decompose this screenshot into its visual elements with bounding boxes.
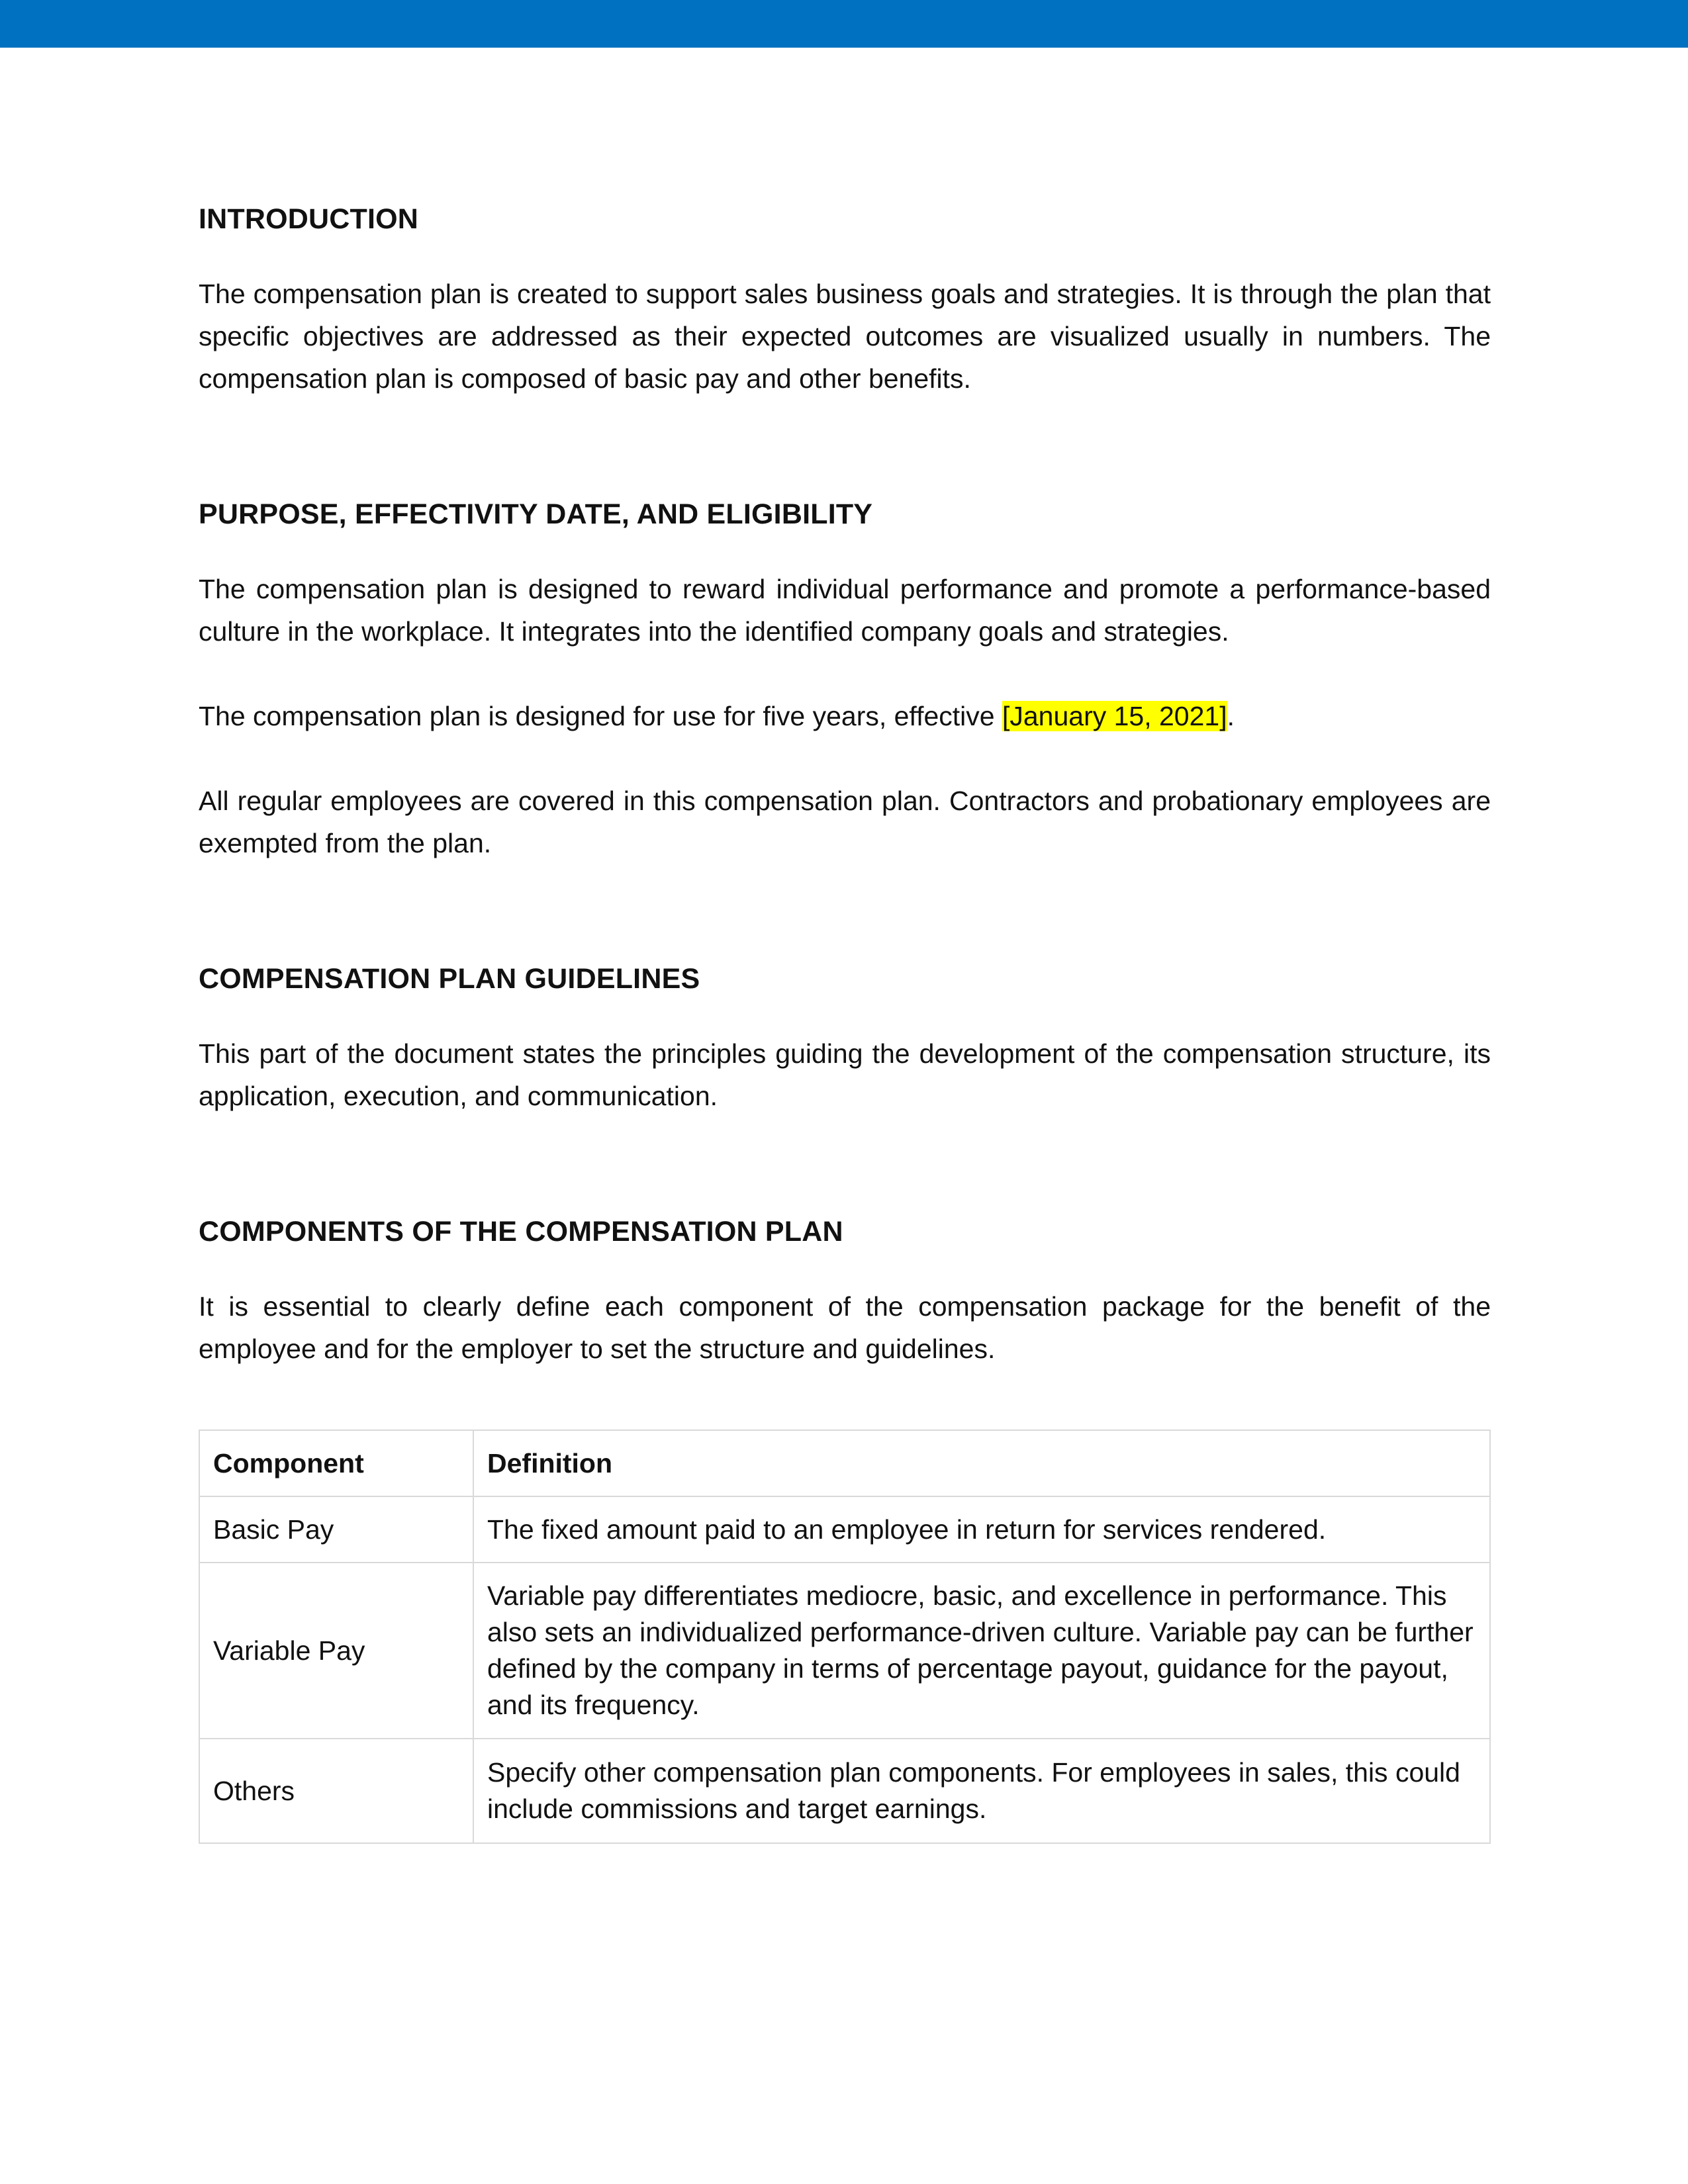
guidelines-heading: COMPENSATION PLAN GUIDELINES (199, 963, 700, 995)
table-row (199, 1496, 1490, 1563)
table-header-component: Component (199, 1430, 473, 1496)
components-table (199, 1430, 1491, 1844)
table-cell-definition: Variable pay differentiates mediocre, basic, and excellence in performance. This also sets an individualized performance-driven culture. Variable pay can be further defined by the company in terms of percentage payout, guidance for the payout, and its frequency. (473, 1563, 1490, 1739)
table-header-definition: Definition (473, 1430, 1490, 1496)
purpose-paragraph-3: All regular employees are covered in this compensation plan. Contractors and probationary employees are exempted from the plan. (199, 786, 1491, 858)
table-row (199, 1563, 1490, 1739)
table-cell-component: Basic Pay (199, 1496, 473, 1563)
effective-date-placeholder: [January 15, 2021] (1002, 701, 1227, 731)
effective-text-prefix: The compensation plan is designed for use for five years, effective (199, 701, 1002, 731)
purpose-paragraph-1: The compensation plan is designed to reward individual performance and promote a performance-based culture in the workplace. It integrates into the identified company goals and strategies. (199, 574, 1491, 647)
purpose-paragraph-2 (199, 695, 1491, 737)
document-body (199, 192, 1491, 1844)
introduction-paragraph: The compensation plan is created to support sales business goals and strategies. It is through the plan that specific objectives are addressed as their expected outcomes are visualized usually in numbers. The compensation plan is composed of basic pay and other benefits. (199, 279, 1491, 394)
header-color-bar (0, 0, 1688, 48)
components-paragraph: It is essential to clearly define each component of the compensation package for the benefit of the employee and for the employer to set the structure and guidelines. (199, 1291, 1491, 1364)
table-cell-component: Variable Pay (199, 1563, 473, 1739)
table-cell-definition: The fixed amount paid to an employee in return for services rendered. (473, 1496, 1490, 1563)
introduction-heading: INTRODUCTION (199, 203, 419, 235)
table-header-row (199, 1430, 1490, 1496)
components-heading: COMPONENTS OF THE COMPENSATION PLAN (199, 1216, 843, 1248)
effective-text-suffix: . (1227, 701, 1235, 731)
table-cell-definition: Specify other compensation plan components. For employees in sales, this could include commissions and target earnings. (473, 1739, 1490, 1843)
guidelines-paragraph: This part of the document states the principles guiding the development of the compensation structure, its application, execution, and communication. (199, 1038, 1491, 1111)
purpose-heading: PURPOSE, EFFECTIVITY DATE, AND ELIGIBILITY (199, 498, 873, 530)
table-row (199, 1739, 1490, 1843)
table-cell-component: Others (199, 1739, 473, 1843)
